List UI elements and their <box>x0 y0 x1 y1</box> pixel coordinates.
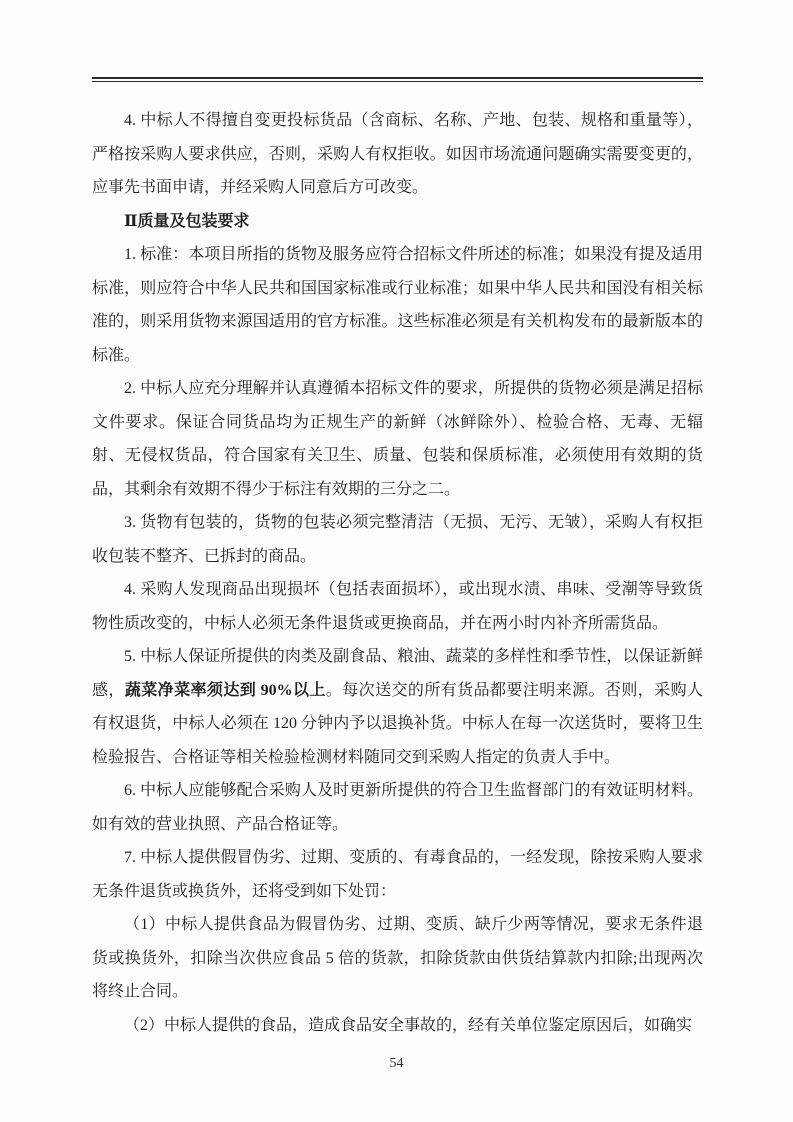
paragraph-freshness-pre: 5. 中标人保证所提供的肉类及副食品、粮油、蔬菜的多样性和季节性，以保证新鲜感， <box>92 648 703 699</box>
paragraph-packaging: 3. 货物有包装的，货物的包装必须完整清洁（无损、无污、无皱），采购人有权拒收包装不整齐、已拆封的商品。 <box>92 514 703 565</box>
header-double-rule <box>92 77 703 82</box>
paragraph-damaged-goods: 4. 采购人发现商品出现损坏（包括表面损坏），或出现水渍、串味、受潮等导致货物性质改变的，中标人必须无条件退货或更换商品，并在两小时内补齐所需货品。 <box>92 581 703 632</box>
section-heading: Ⅱ质量及包装要求 <box>124 212 250 230</box>
paragraph-penalty-2: （2）中标人提供的食品，造成食品安全事故的，经有关单位鉴定原因后，如确实 <box>124 1016 693 1034</box>
paragraph-penalties-intro: 7. 中标人提供假冒伪劣、过期、变质的、有毒食品的，一经发现，除按采购人要求无条件退货或换货外，还将受到如下处罚： <box>92 849 703 900</box>
paragraph-freshness <box>92 640 703 774</box>
page-number: 54 <box>389 1056 404 1071</box>
paragraph-standards: 1. 标准：本项目所指的货物及服务应符合招标文件所述的标准；如果没有提及适用标准，则应符合中华人民共和国国家标准或行业标准；如果中华人民共和国没有相关标准的，则采用货物来源国适用的官方标准。这些标准必须是有关机构发布的最新版本的标准。 <box>92 246 703 364</box>
paragraph-certificates: 6. 中标人应能够配合采购人及时更新所提供的符合卫生监督部门的有效证明材料。如有效的营业执照、产品合格证等。 <box>92 782 703 833</box>
paragraph-compliance: 2. 中标人应充分理解并认真遵循本招标文件的要求，所提供的货物必须是满足招标文件要求。保证合同货品均为正规生产的新鲜（冰鲜除外）、检验合格、无毒、无辐射、无侵权货品，符合国家有关卫生、质量、包装和保质标准，必须使用有效期的货品，其剩余有效期不得少于标注有效期的三分之二。 <box>92 380 703 498</box>
paragraph-freshness-bold: 蔬菜净菜率须达到 90%以上 <box>124 681 326 699</box>
intro-paragraph: 4. 中标人不得擅自变更投标货品（含商标、名称、产地、包装、规格和重量等），严格按采购人要求供应，否则，采购人有权拒收。如因市场流通问题确实需要变更的，应事先书面申请，并经采购人同意后方可改变。 <box>92 112 703 196</box>
document-body <box>92 104 703 1042</box>
paragraph-freshness-post: 。每次送交的所有货品都要注明来源。否则，采购人有权退货，中标人必须在 120 分钟内予以退换补货。中标人在每一次送货时，要将卫生检验报告、合格证等相关检验检测材料随同交到采购人指定的负责人手中。 <box>92 681 703 766</box>
paragraph-penalty-1: （1）中标人提供食品为假冒伪劣、过期、变质、缺斤少两等情况，要求无条件退货或换货外，扣除当次供应食品 5 倍的货款，扣除货款由供货结算款内扣除;出现两次将终止合同。 <box>92 916 703 1000</box>
